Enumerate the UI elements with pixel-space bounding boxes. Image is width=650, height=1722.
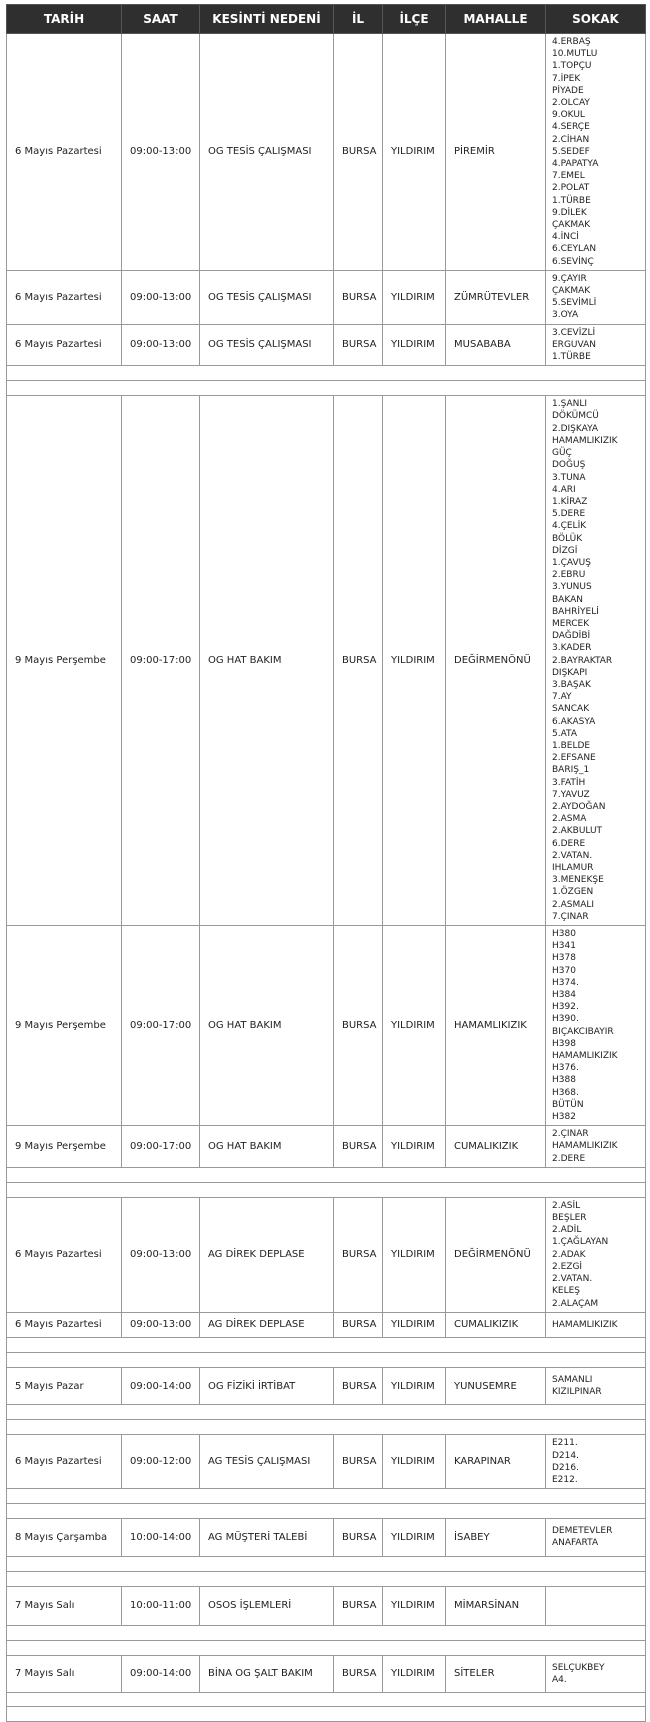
cell-date: 5 Mayıs Pazar bbox=[7, 1367, 122, 1404]
street-name: 2.ASİL bbox=[552, 1200, 581, 1211]
cell-streets bbox=[546, 1197, 646, 1312]
street-name: 9.ÇAYIR bbox=[552, 273, 587, 284]
street-name: MERCEK bbox=[552, 618, 590, 629]
street-name: 6.SEVİNÇ bbox=[552, 256, 594, 267]
street-name: 7.İPEK bbox=[552, 73, 581, 84]
cell-reason: OG HAT BAKIM bbox=[200, 926, 334, 1126]
street-name: 9.OKUL bbox=[552, 110, 585, 121]
cell-district: YILDIRIM bbox=[383, 1435, 446, 1489]
cell-reason: AG DİREK DEPLASE bbox=[200, 1197, 334, 1312]
table-row bbox=[7, 1519, 646, 1556]
cell-province: BURSA bbox=[334, 1655, 383, 1692]
cell-date: 8 Mayıs Çarşamba bbox=[7, 1519, 122, 1556]
header-row bbox=[7, 5, 646, 34]
street-name: SELÇUKBEY bbox=[552, 1662, 605, 1673]
street-name: 2.ALAÇAM bbox=[552, 1298, 599, 1309]
street-name: 3.CEVİZLİ bbox=[552, 327, 596, 338]
cell-streets bbox=[546, 1126, 646, 1168]
street-name: 3.TUNA bbox=[552, 472, 586, 483]
street-name: H341 bbox=[552, 941, 576, 952]
cell-reason: AG MÜŞTERİ TALEBİ bbox=[200, 1519, 334, 1556]
street-name: 5.DERE bbox=[552, 509, 586, 520]
street-name: 10.MUTLU bbox=[552, 49, 598, 60]
cell-time: 09:00-17:00 bbox=[122, 926, 200, 1126]
cell-reason: OG HAT BAKIM bbox=[200, 396, 334, 926]
street-name: 3.KADER bbox=[552, 643, 592, 654]
street-name: 6.DERE bbox=[552, 838, 586, 849]
street-name: ÇAKMAK bbox=[552, 220, 591, 231]
street-name: 4.SERÇE bbox=[552, 122, 590, 133]
spacer-row bbox=[7, 1571, 646, 1586]
spacer-row bbox=[7, 1337, 646, 1352]
header-neighborhood: MAHALLE bbox=[446, 5, 546, 34]
street-name: BEŞLER bbox=[552, 1213, 587, 1224]
street-name: PİYADE bbox=[552, 85, 584, 96]
cell-district: YILDIRIM bbox=[383, 1655, 446, 1692]
street-name: 2.OLCAY bbox=[552, 98, 590, 109]
cell-reason: OG TESİS ÇALIŞMASI bbox=[200, 324, 334, 366]
cell-reason: OG TESİS ÇALIŞMASI bbox=[200, 34, 334, 271]
cell-time: 09:00-13:00 bbox=[122, 324, 200, 366]
street-name: 2.BAYRAKTAR bbox=[552, 655, 613, 666]
street-name: 1.TÜRBE bbox=[552, 195, 591, 206]
street-name: ERGUVAN bbox=[552, 339, 596, 350]
street-name: 4.İNCİ bbox=[552, 232, 579, 243]
outage-table bbox=[6, 4, 646, 1722]
spacer-row bbox=[7, 1405, 646, 1420]
spacer-row bbox=[7, 1640, 646, 1655]
street-name: ÇAKMAK bbox=[552, 286, 591, 297]
street-name: 2.ADİL bbox=[552, 1225, 582, 1236]
street-name: DAĞDİBİ bbox=[552, 631, 591, 642]
spacer-cell bbox=[7, 1489, 646, 1504]
cell-date: 6 Mayıs Pazartesi bbox=[7, 270, 122, 324]
street-name: E212. bbox=[552, 1474, 578, 1485]
spacer-row bbox=[7, 1352, 646, 1367]
cell-reason: AG DİREK DEPLASE bbox=[200, 1312, 334, 1337]
table-row bbox=[7, 1655, 646, 1692]
spacer-row bbox=[7, 1625, 646, 1640]
cell-streets bbox=[546, 1435, 646, 1489]
spacer-row bbox=[7, 381, 646, 396]
street-name: 3.YUNUS bbox=[552, 582, 592, 593]
street-name: ANAFARTA bbox=[552, 1538, 599, 1549]
cell-province: BURSA bbox=[334, 1197, 383, 1312]
cell-reason: OSOS İŞLEMLERİ bbox=[200, 1586, 334, 1625]
street-name: H374. bbox=[552, 977, 579, 988]
cell-time: 10:00-11:00 bbox=[122, 1586, 200, 1625]
spacer-row bbox=[7, 1504, 646, 1519]
street-name: 7.ÇINAR bbox=[552, 911, 589, 922]
spacer-cell bbox=[7, 1405, 646, 1420]
street-name: 1.ÖZGEN bbox=[552, 887, 594, 898]
cell-neighborhood: İSABEY bbox=[446, 1519, 546, 1556]
street-name: 1.ÇAVUŞ bbox=[552, 557, 591, 568]
cell-province: BURSA bbox=[334, 1519, 383, 1556]
cell-neighborhood: DEĞİRMENÖNÜ bbox=[446, 396, 546, 926]
table-row bbox=[7, 270, 646, 324]
cell-district: YILDIRIM bbox=[383, 34, 446, 271]
street-name: 2.ASMA bbox=[552, 814, 587, 825]
table-row bbox=[7, 926, 646, 1126]
street-name: 5.ATA bbox=[552, 728, 578, 739]
spacer-cell bbox=[7, 1692, 646, 1706]
street-name: 4.ARI bbox=[552, 484, 576, 495]
cell-province: BURSA bbox=[334, 324, 383, 366]
cell-district: YILDIRIM bbox=[383, 1519, 446, 1556]
cell-streets bbox=[546, 270, 646, 324]
cell-date: 9 Mayıs Perşembe bbox=[7, 926, 122, 1126]
spacer-row bbox=[7, 1706, 646, 1721]
street-name: 7.EMEL bbox=[552, 171, 585, 182]
spacer-row bbox=[7, 1182, 646, 1197]
cell-streets bbox=[546, 1655, 646, 1692]
street-name: BÜTÜN bbox=[552, 1099, 584, 1110]
street-name: H390. bbox=[552, 1014, 579, 1025]
table-row bbox=[7, 1312, 646, 1337]
street-name: H398 bbox=[552, 1038, 576, 1049]
cell-neighborhood: CUMALIKIZIK bbox=[446, 1126, 546, 1168]
cell-time: 09:00-14:00 bbox=[122, 1367, 200, 1404]
street-name: E211. bbox=[552, 1438, 578, 1449]
cell-date: 6 Mayıs Pazartesi bbox=[7, 1435, 122, 1489]
street-name: 2.AYDOĞAN bbox=[552, 801, 606, 812]
spacer-row bbox=[7, 366, 646, 381]
cell-district: YILDIRIM bbox=[383, 1367, 446, 1404]
street-name: 9.DİLEK bbox=[552, 207, 587, 218]
cell-time: 09:00-12:00 bbox=[122, 1435, 200, 1489]
street-name: 7.YAVUZ bbox=[552, 789, 590, 800]
street-name: H370 bbox=[552, 965, 576, 976]
cell-neighborhood: MUSABABA bbox=[446, 324, 546, 366]
cell-neighborhood: SİTELER bbox=[446, 1655, 546, 1692]
cell-province: BURSA bbox=[334, 34, 383, 271]
street-name: 1.KİRAZ bbox=[552, 496, 588, 507]
outage-table-container bbox=[6, 4, 645, 1722]
street-name: 2.EZGİ bbox=[552, 1261, 583, 1272]
cell-streets bbox=[546, 396, 646, 926]
street-name: H392. bbox=[552, 1002, 579, 1013]
street-name: 2.ASMALI bbox=[552, 899, 595, 910]
cell-date: 9 Mayıs Perşembe bbox=[7, 396, 122, 926]
cell-neighborhood: KARAPINAR bbox=[446, 1435, 546, 1489]
cell-province: BURSA bbox=[334, 1367, 383, 1404]
cell-district: YILDIRIM bbox=[383, 1197, 446, 1312]
street-name: GÜÇ bbox=[552, 448, 572, 459]
street-name: 7.AY bbox=[552, 692, 572, 703]
street-name: DÖKÜMCÜ bbox=[552, 411, 599, 422]
street-name: 6.AKASYA bbox=[552, 716, 596, 727]
cell-district: YILDIRIM bbox=[383, 1126, 446, 1168]
street-name: HAMAMLIKIZIK bbox=[552, 1051, 618, 1062]
cell-province: BURSA bbox=[334, 1435, 383, 1489]
spacer-row bbox=[7, 1692, 646, 1706]
cell-reason: OG HAT BAKIM bbox=[200, 1126, 334, 1168]
cell-neighborhood: MİMARSİNAN bbox=[446, 1586, 546, 1625]
street-name: D214. bbox=[552, 1450, 579, 1461]
cell-province: BURSA bbox=[334, 1586, 383, 1625]
spacer-cell bbox=[7, 1167, 646, 1182]
street-name: SAMANLI bbox=[552, 1374, 593, 1385]
table-row bbox=[7, 396, 646, 926]
header-street: SOKAK bbox=[546, 5, 646, 34]
cell-date: 6 Mayıs Pazartesi bbox=[7, 34, 122, 271]
street-name: 5.SEVİMLİ bbox=[552, 298, 597, 309]
street-name: 3.FATİH bbox=[552, 777, 586, 788]
cell-time: 09:00-17:00 bbox=[122, 1126, 200, 1168]
street-name: 5.SEDEF bbox=[552, 146, 590, 157]
cell-date: 7 Mayıs Salı bbox=[7, 1586, 122, 1625]
spacer-row bbox=[7, 1167, 646, 1182]
street-name: 4.PAPATYA bbox=[552, 159, 599, 170]
cell-streets bbox=[546, 1312, 646, 1337]
street-name: KIZILPINAR bbox=[552, 1387, 602, 1398]
spacer-row bbox=[7, 1420, 646, 1435]
street-name: IHLAMUR bbox=[552, 863, 594, 873]
street-name: H388 bbox=[552, 1075, 576, 1086]
cell-streets bbox=[546, 1586, 646, 1625]
cell-neighborhood: ZÜMRÜTEVLER bbox=[446, 270, 546, 324]
cell-streets bbox=[546, 324, 646, 366]
street-name: 2.DERE bbox=[552, 1153, 586, 1164]
street-name: BÖLÜK bbox=[552, 533, 583, 544]
street-name: 2.POLAT bbox=[552, 183, 590, 194]
street-name: 2.ADAK bbox=[552, 1249, 586, 1260]
street-name: 2.AKBULUT bbox=[552, 826, 603, 837]
street-name: H380 bbox=[552, 929, 576, 940]
cell-district: YILDIRIM bbox=[383, 324, 446, 366]
cell-streets bbox=[546, 34, 646, 271]
cell-time: 09:00-13:00 bbox=[122, 34, 200, 271]
spacer-row bbox=[7, 1489, 646, 1504]
cell-time: 10:00-14:00 bbox=[122, 1519, 200, 1556]
spacer-cell bbox=[7, 1182, 646, 1197]
street-name: 2.EFSANE bbox=[552, 753, 596, 764]
spacer-cell bbox=[7, 1420, 646, 1435]
cell-time: 09:00-13:00 bbox=[122, 270, 200, 324]
street-name: 4.ÇELİK bbox=[552, 521, 587, 532]
table-row bbox=[7, 1126, 646, 1168]
cell-province: BURSA bbox=[334, 396, 383, 926]
cell-district: YILDIRIM bbox=[383, 1586, 446, 1625]
street-name: HAMAMLIKIZIK bbox=[552, 1141, 618, 1152]
street-name: H382 bbox=[552, 1112, 576, 1123]
table-row bbox=[7, 1586, 646, 1625]
cell-neighborhood: YUNUSEMRE bbox=[446, 1367, 546, 1404]
cell-neighborhood: CUMALIKIZIK bbox=[446, 1312, 546, 1337]
cell-reason: BİNA OG ŞALT BAKIM bbox=[200, 1655, 334, 1692]
header-reason: KESİNTİ NEDENİ bbox=[200, 5, 334, 34]
table-row bbox=[7, 34, 646, 271]
street-name: BARIŞ_1 bbox=[552, 765, 590, 776]
cell-time: 09:00-13:00 bbox=[122, 1312, 200, 1337]
street-name: H376. bbox=[552, 1063, 579, 1074]
table-row bbox=[7, 1197, 646, 1312]
header-time: SAAT bbox=[122, 5, 200, 34]
spacer-cell bbox=[7, 1556, 646, 1571]
cell-streets bbox=[546, 926, 646, 1126]
street-name: BAKAN bbox=[552, 594, 583, 605]
cell-time: 09:00-13:00 bbox=[122, 1197, 200, 1312]
header-date: TARİH bbox=[7, 5, 122, 34]
street-name: 2.ÇINAR bbox=[552, 1129, 589, 1140]
street-name: 1.BELDE bbox=[552, 740, 591, 751]
cell-district: YILDIRIM bbox=[383, 270, 446, 324]
spacer-cell bbox=[7, 381, 646, 396]
street-name: 1.TOPÇU bbox=[552, 61, 592, 72]
cell-province: BURSA bbox=[334, 1126, 383, 1168]
street-name: DOĞUŞ bbox=[552, 460, 586, 471]
street-name: A4. bbox=[552, 1674, 567, 1685]
spacer-cell bbox=[7, 1640, 646, 1655]
spacer-cell bbox=[7, 1504, 646, 1519]
street-name: HAMAMLIKIZIK bbox=[552, 1319, 618, 1330]
street-name: DİZGİ bbox=[552, 545, 578, 556]
cell-district: YILDIRIM bbox=[383, 1312, 446, 1337]
spacer-cell bbox=[7, 1706, 646, 1721]
cell-reason: OG FİZİKİ İRTİBAT bbox=[200, 1367, 334, 1404]
cell-province: BURSA bbox=[334, 1312, 383, 1337]
cell-province: BURSA bbox=[334, 270, 383, 324]
table-row bbox=[7, 1367, 646, 1404]
table-row bbox=[7, 324, 646, 366]
street-name: H378 bbox=[552, 953, 576, 964]
street-name: 3.OYA bbox=[552, 310, 579, 321]
cell-streets bbox=[546, 1367, 646, 1404]
cell-streets bbox=[546, 1519, 646, 1556]
street-name: SANCAK bbox=[552, 704, 590, 715]
cell-neighborhood: PİREMİR bbox=[446, 34, 546, 271]
street-name: 6.CEYLAN bbox=[552, 244, 597, 255]
cell-time: 09:00-17:00 bbox=[122, 396, 200, 926]
street-name: 2.DIŞKAYA bbox=[552, 423, 599, 434]
street-name: 2.CİHAN bbox=[552, 134, 590, 145]
spacer-cell bbox=[7, 1625, 646, 1640]
cell-reason: AG TESİS ÇALIŞMASI bbox=[200, 1435, 334, 1489]
street-name: 4.ERBAŞ bbox=[552, 37, 591, 47]
street-name: KELEŞ bbox=[552, 1286, 581, 1297]
spacer-cell bbox=[7, 1337, 646, 1352]
street-name: 2.EBRU bbox=[552, 570, 586, 581]
cell-district: YILDIRIM bbox=[383, 926, 446, 1126]
street-name: 2.VATAN. bbox=[552, 1274, 593, 1285]
table-body bbox=[7, 34, 646, 1722]
street-name: H384 bbox=[552, 990, 576, 1001]
spacer-row bbox=[7, 1556, 646, 1571]
street-name: 1.ÇAĞLAYAN bbox=[552, 1237, 609, 1248]
cell-date: 9 Mayıs Perşembe bbox=[7, 1126, 122, 1168]
cell-reason: OG TESİS ÇALIŞMASI bbox=[200, 270, 334, 324]
street-name: BIÇAKCIBAYIR bbox=[552, 1026, 614, 1037]
street-name: BAHRİYELİ bbox=[552, 606, 599, 617]
cell-date: 6 Mayıs Pazartesi bbox=[7, 1312, 122, 1337]
spacer-cell bbox=[7, 1571, 646, 1586]
cell-date: 7 Mayıs Salı bbox=[7, 1655, 122, 1692]
street-name: DIŞKAPI bbox=[552, 667, 588, 678]
street-name: HAMAMLIKIZIK bbox=[552, 435, 618, 446]
cell-district: YILDIRIM bbox=[383, 396, 446, 926]
spacer-cell bbox=[7, 366, 646, 381]
header-district: İLÇE bbox=[383, 5, 446, 34]
street-name: H368. bbox=[552, 1087, 579, 1098]
street-name: 1.TÜRBE bbox=[552, 352, 591, 363]
table-row bbox=[7, 1435, 646, 1489]
street-name: DEMETEVLER bbox=[552, 1526, 613, 1537]
cell-neighborhood: DEĞİRMENÖNÜ bbox=[446, 1197, 546, 1312]
cell-date: 6 Mayıs Pazartesi bbox=[7, 1197, 122, 1312]
header-province: İL bbox=[334, 5, 383, 34]
street-name: 1.ŞANLI bbox=[552, 399, 588, 410]
cell-province: BURSA bbox=[334, 926, 383, 1126]
cell-neighborhood: HAMAMLIKIZIK bbox=[446, 926, 546, 1126]
spacer-cell bbox=[7, 1352, 646, 1367]
cell-date: 6 Mayıs Pazartesi bbox=[7, 324, 122, 366]
street-name: 3.BAŞAK bbox=[552, 679, 591, 690]
cell-time: 09:00-14:00 bbox=[122, 1655, 200, 1692]
street-name: 3.MENEKŞE bbox=[552, 875, 604, 886]
street-name: D216. bbox=[552, 1462, 579, 1473]
street-name: 2.VATAN. bbox=[552, 850, 593, 861]
